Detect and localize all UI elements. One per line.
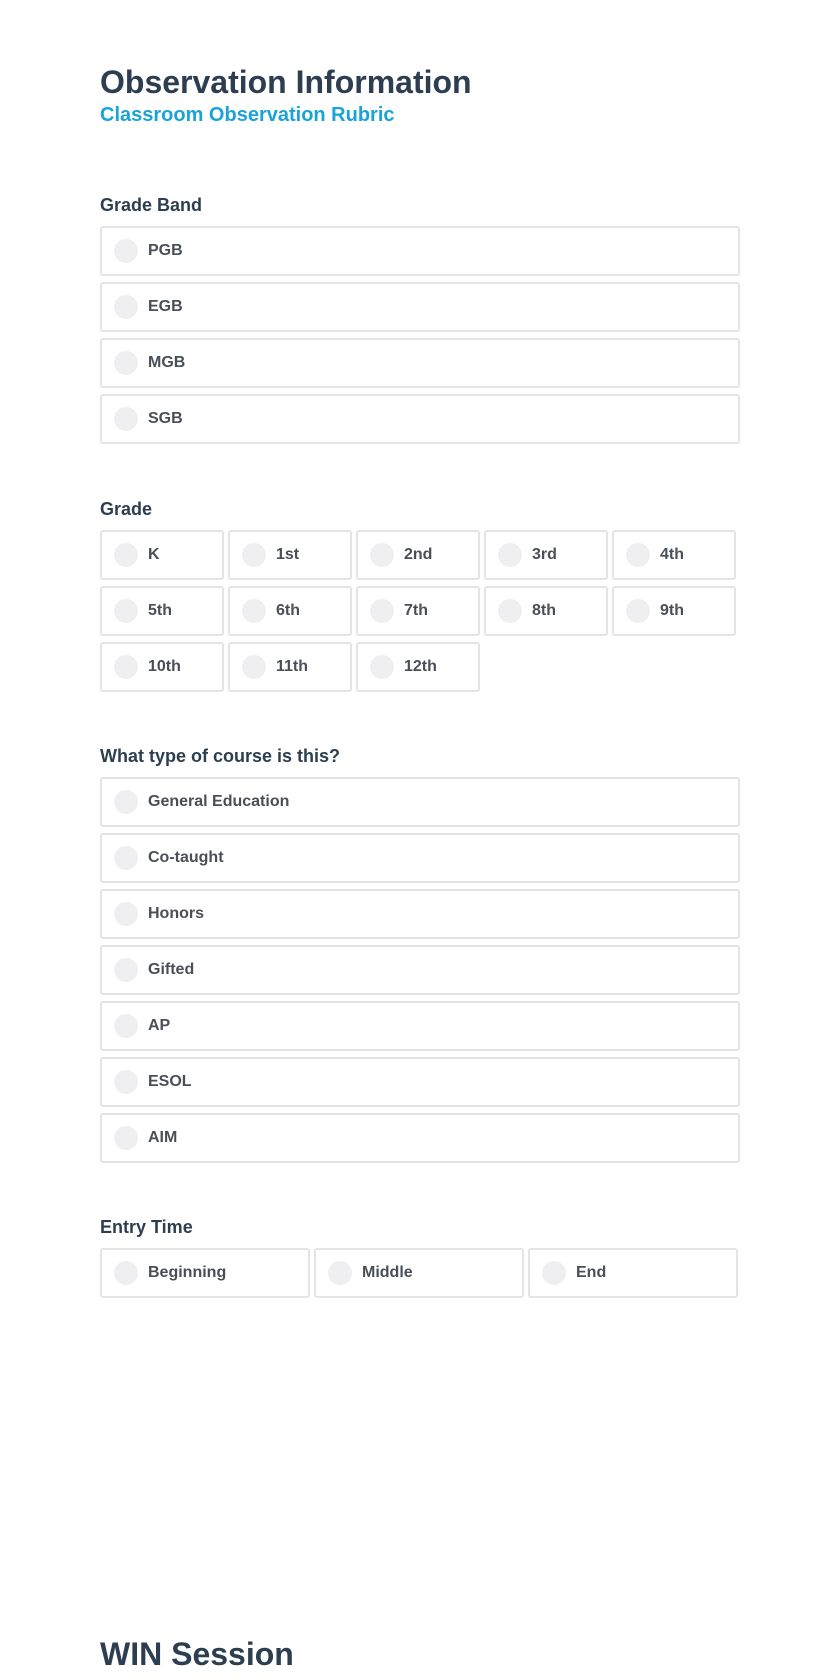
radio-circle[interactable]: [498, 599, 522, 623]
grade-option-5th[interactable]: [100, 586, 224, 636]
grade-option-8th[interactable]: [484, 586, 608, 636]
option-label: K: [148, 546, 160, 563]
grade-option-k[interactable]: [100, 530, 224, 580]
option-label: 8th: [532, 602, 556, 619]
radio-circle[interactable]: [114, 599, 138, 623]
radio-circle[interactable]: [114, 351, 138, 375]
entry-time-option-beginning[interactable]: [100, 1248, 310, 1298]
course-type-option-general-education[interactable]: [100, 777, 740, 827]
radio-circle[interactable]: [114, 1014, 138, 1038]
grade-option-9th[interactable]: [612, 586, 736, 636]
radio-circle[interactable]: [114, 1070, 138, 1094]
radio-circle[interactable]: [114, 1261, 138, 1285]
radio-circle[interactable]: [114, 295, 138, 319]
radio-circle[interactable]: [242, 599, 266, 623]
grade-band-label: Grade Band: [100, 195, 203, 215]
option-label: General Education: [148, 793, 290, 810]
option-label: 4th: [660, 546, 684, 563]
course-type-option-gifted[interactable]: [100, 945, 740, 995]
grade-option-11th[interactable]: [228, 642, 352, 692]
radio-circle[interactable]: [370, 543, 394, 567]
radio-circle[interactable]: [114, 958, 138, 982]
option-label: 5th: [148, 602, 172, 619]
option-label: Beginning: [148, 1264, 227, 1281]
grade-band-option-mgb[interactable]: [100, 338, 740, 388]
radio-circle[interactable]: [114, 790, 138, 814]
radio-circle[interactable]: [114, 543, 138, 567]
grade-option-3rd[interactable]: [484, 530, 608, 580]
option-label: PGB: [148, 242, 183, 259]
course-type-section: [100, 745, 742, 1169]
option-label: End: [576, 1264, 607, 1281]
grade-section: [100, 498, 742, 692]
radio-circle[interactable]: [328, 1261, 352, 1285]
option-label: Gifted: [148, 961, 195, 978]
radio-circle[interactable]: [370, 655, 394, 679]
grade-band-option-egb[interactable]: [100, 282, 740, 332]
radio-circle[interactable]: [626, 543, 650, 567]
grade-option-12th[interactable]: [356, 642, 480, 692]
radio-circle[interactable]: [242, 543, 266, 567]
grade-option-4th[interactable]: [612, 530, 736, 580]
option-label: AIM: [148, 1129, 178, 1146]
course-type-option-esol[interactable]: [100, 1057, 740, 1107]
radio-circle[interactable]: [542, 1261, 566, 1285]
grade-option-10th[interactable]: [100, 642, 224, 692]
option-label: 12th: [404, 658, 437, 675]
option-label: 10th: [148, 658, 181, 675]
option-label: MGB: [148, 354, 186, 371]
grade-band-option-pgb[interactable]: [100, 226, 740, 276]
option-label: 3rd: [532, 546, 557, 563]
page-title: Observation Information: [100, 64, 472, 100]
grade-band-option-sgb[interactable]: [100, 394, 740, 444]
entry-time-option-middle[interactable]: [314, 1248, 524, 1298]
radio-circle[interactable]: [242, 655, 266, 679]
radio-circle[interactable]: [114, 655, 138, 679]
option-label: Honors: [148, 905, 204, 922]
page-subtitle: Classroom Observation Rubric: [100, 104, 395, 126]
option-label: 6th: [276, 602, 300, 619]
entry-time-section: [100, 1216, 742, 1298]
radio-circle[interactable]: [114, 407, 138, 431]
entry-time-label: Entry Time: [100, 1217, 193, 1237]
radio-circle[interactable]: [370, 599, 394, 623]
grade-option-6th[interactable]: [228, 586, 352, 636]
course-type-option-co-taught[interactable]: [100, 833, 740, 883]
option-label: Co-taught: [148, 849, 224, 866]
grade-label: Grade: [100, 499, 153, 519]
option-label: 2nd: [404, 546, 433, 563]
radio-circle[interactable]: [114, 846, 138, 870]
grade-band-section: [100, 194, 742, 450]
option-label: SGB: [148, 410, 183, 427]
radio-circle[interactable]: [498, 543, 522, 567]
win-session-title: WIN Session: [100, 1636, 294, 1672]
course-type-option-ap[interactable]: [100, 1001, 740, 1051]
option-label: 11th: [276, 658, 309, 675]
option-label: Middle: [362, 1264, 413, 1281]
course-type-option-aim[interactable]: [100, 1113, 740, 1163]
entry-time-options: [100, 1248, 742, 1298]
option-label: AP: [148, 1017, 171, 1034]
course-type-options: [100, 777, 742, 1163]
entry-time-option-end[interactable]: [528, 1248, 738, 1298]
option-label: 7th: [404, 602, 428, 619]
radio-circle[interactable]: [114, 239, 138, 263]
grade-options: [100, 530, 742, 692]
grade-option-7th[interactable]: [356, 586, 480, 636]
course-type-label: What type of course is this?: [100, 746, 341, 766]
grade-band-options: [100, 226, 742, 444]
option-label: 1st: [276, 546, 300, 563]
option-label: 9th: [660, 602, 684, 619]
option-label: ESOL: [148, 1073, 192, 1090]
radio-circle[interactable]: [114, 1126, 138, 1150]
grade-option-2nd[interactable]: [356, 530, 480, 580]
course-type-option-honors[interactable]: [100, 889, 740, 939]
radio-circle[interactable]: [114, 902, 138, 926]
radio-circle[interactable]: [626, 599, 650, 623]
option-label: EGB: [148, 298, 183, 315]
grade-option-1st[interactable]: [228, 530, 352, 580]
